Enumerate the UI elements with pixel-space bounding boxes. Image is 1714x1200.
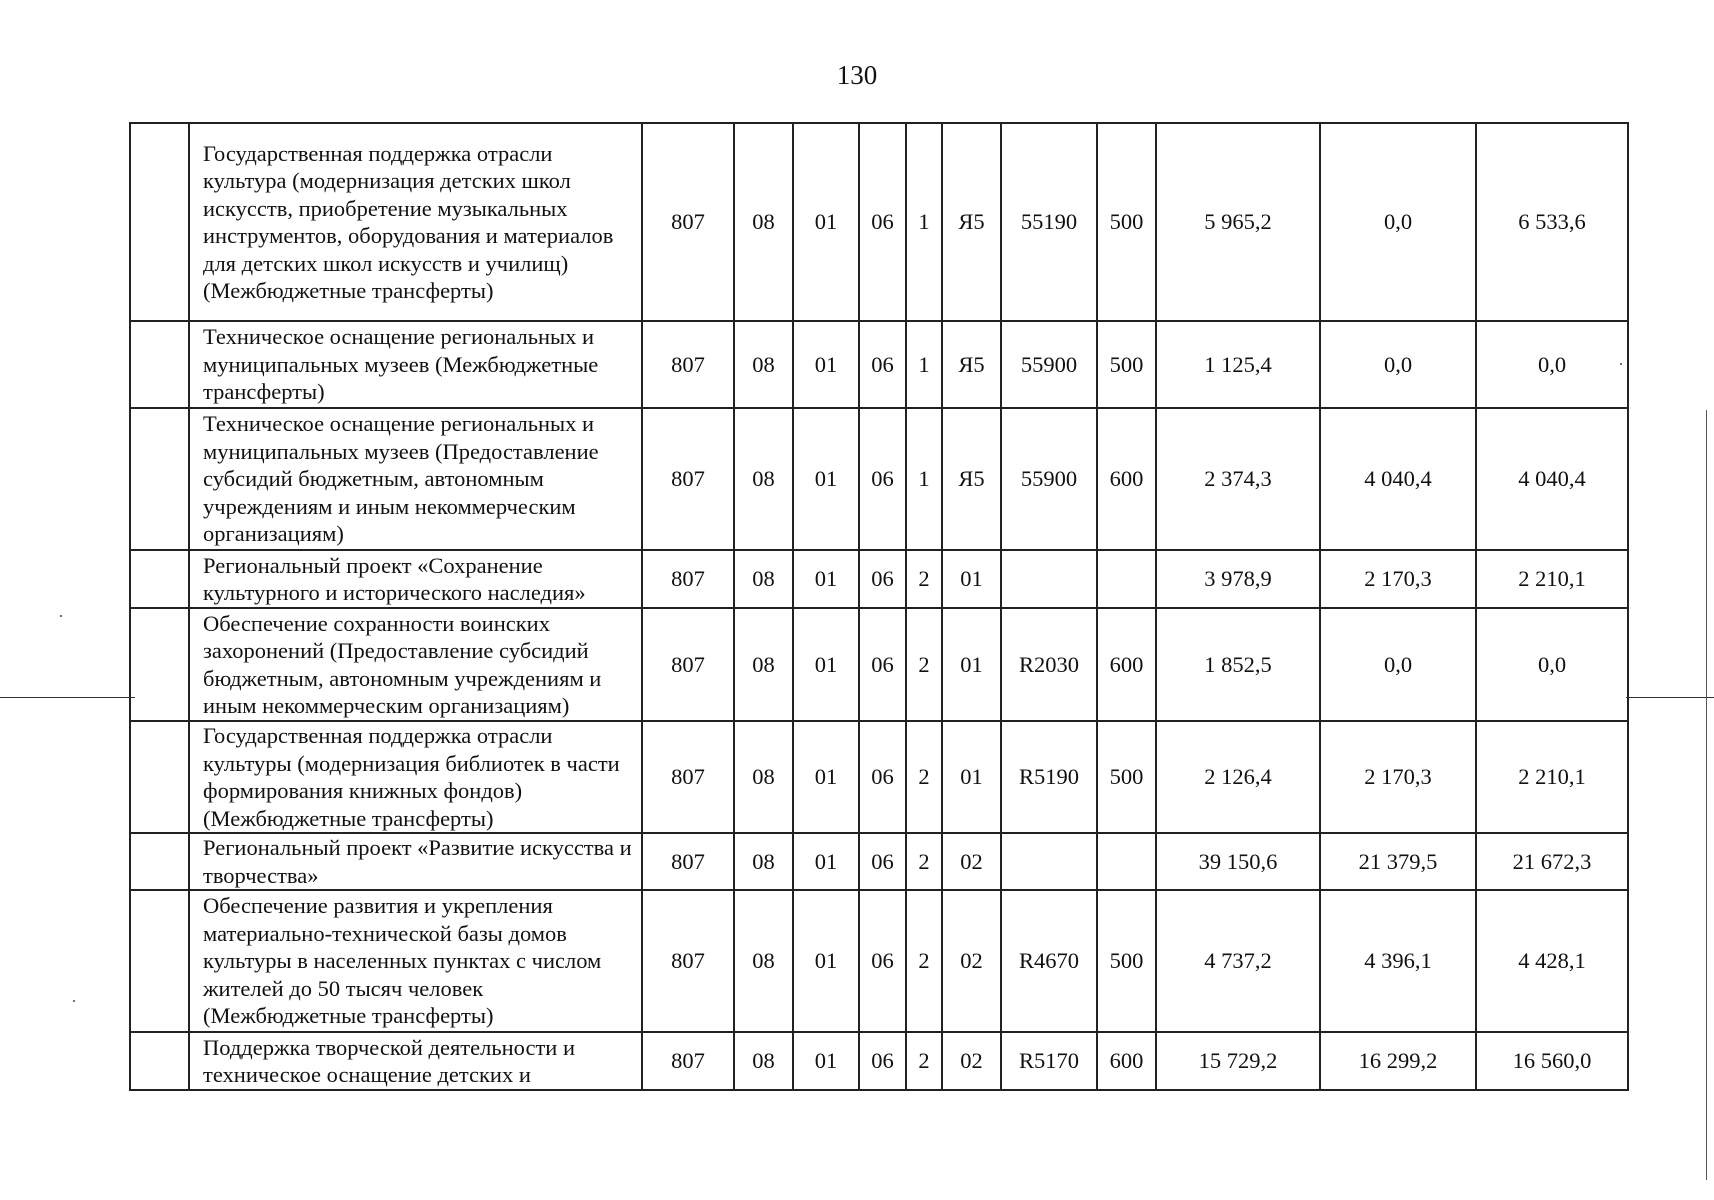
year3-cell: 2 210,1 (1476, 550, 1628, 608)
section-cell: 08 (734, 550, 793, 608)
ministry-cell: 807 (642, 408, 734, 550)
year3-cell: 0,0 (1476, 608, 1628, 721)
year3-cell: 4 428,1 (1476, 890, 1628, 1032)
direction-cell: R5190 (1001, 721, 1097, 833)
subsection-cell: 01 (793, 321, 859, 408)
description-cell: Техническое оснащение региональных и муниципальных музеев (Межбюджетные трансферты) (189, 321, 642, 408)
ministry-cell: 807 (642, 1032, 734, 1090)
row-index-cell (130, 1032, 189, 1090)
year1-cell: 1 125,4 (1156, 321, 1320, 408)
table-row (130, 833, 1628, 890)
direction-cell: 55900 (1001, 408, 1097, 550)
section-cell: 08 (734, 608, 793, 721)
table-row (130, 721, 1628, 833)
direction-cell (1001, 833, 1097, 890)
program-cell: 06 (859, 1032, 906, 1090)
description-cell: Государственная поддержка отрасли культуры (модернизация библиотек в части формирования книжных фондов) (Межбюджетные трансферты) (189, 721, 642, 833)
row-index-cell (130, 608, 189, 721)
project-cell: 02 (942, 1032, 1001, 1090)
year1-cell: 1 852,5 (1156, 608, 1320, 721)
budget-table (129, 122, 1629, 1091)
year2-cell: 16 299,2 (1320, 1032, 1476, 1090)
table-row (130, 1032, 1628, 1090)
section-cell: 08 (734, 408, 793, 550)
subsection-cell: 01 (793, 608, 859, 721)
direction-cell (1001, 550, 1097, 608)
project-cell: Я5 (942, 408, 1001, 550)
direction-cell: R2030 (1001, 608, 1097, 721)
description-cell: Поддержка творческой деятельности и техническое оснащение детских и (189, 1032, 642, 1090)
expense-type-cell: 600 (1097, 1032, 1156, 1090)
program-cell: 06 (859, 721, 906, 833)
year2-cell: 0,0 (1320, 123, 1476, 321)
section-cell: 08 (734, 890, 793, 1032)
subsection-cell: 01 (793, 721, 859, 833)
year3-cell: 16 560,0 (1476, 1032, 1628, 1090)
row-index-cell (130, 550, 189, 608)
row-index-cell (130, 890, 189, 1032)
direction-cell: R4670 (1001, 890, 1097, 1032)
description-cell: Обеспечение развития и укрепления материально-технической базы домов культуры в населенных пунктах с числом жителей до 50 тысяч человек (Межбюджетные трансферты) (189, 890, 642, 1032)
section-cell: 08 (734, 833, 793, 890)
subsection-cell: 01 (793, 833, 859, 890)
program-cell: 06 (859, 833, 906, 890)
subprogram-cell: 2 (906, 1032, 942, 1090)
year1-cell: 15 729,2 (1156, 1032, 1320, 1090)
year3-cell: 2 210,1 (1476, 721, 1628, 833)
table-row (130, 408, 1628, 550)
row-index-cell (130, 123, 189, 321)
table-body (130, 123, 1628, 1090)
ministry-cell: 807 (642, 123, 734, 321)
year1-cell: 3 978,9 (1156, 550, 1320, 608)
subprogram-cell: 2 (906, 550, 942, 608)
year2-cell: 4 040,4 (1320, 408, 1476, 550)
expense-type-cell: 600 (1097, 408, 1156, 550)
expense-type-cell: 500 (1097, 721, 1156, 833)
year3-cell: 4 040,4 (1476, 408, 1628, 550)
row-index-cell (130, 833, 189, 890)
scan-speck (1620, 363, 1622, 365)
project-cell: 01 (942, 608, 1001, 721)
table-row (130, 321, 1628, 408)
ministry-cell: 807 (642, 321, 734, 408)
year3-cell: 21 672,3 (1476, 833, 1628, 890)
row-index-cell (130, 408, 189, 550)
project-cell: 02 (942, 890, 1001, 1032)
year1-cell: 2 126,4 (1156, 721, 1320, 833)
subprogram-cell: 2 (906, 608, 942, 721)
description-cell: Техническое оснащение региональных и муниципальных музеев (Предоставление субсидий бюджетным, автономным учреждениям и иным некоммерческим организациям) (189, 408, 642, 550)
year2-cell: 2 170,3 (1320, 721, 1476, 833)
subsection-cell: 01 (793, 123, 859, 321)
table-row (130, 890, 1628, 1032)
subprogram-cell: 2 (906, 721, 942, 833)
subsection-cell: 01 (793, 1032, 859, 1090)
direction-cell: 55900 (1001, 321, 1097, 408)
scan-line-left (0, 697, 135, 698)
project-cell: Я5 (942, 321, 1001, 408)
table-row (130, 550, 1628, 608)
expense-type-cell (1097, 833, 1156, 890)
section-cell: 08 (734, 721, 793, 833)
direction-cell: R5170 (1001, 1032, 1097, 1090)
description-cell: Региональный проект «Сохранение культурного и исторического наследия» (189, 550, 642, 608)
program-cell: 06 (859, 550, 906, 608)
expense-type-cell: 600 (1097, 608, 1156, 721)
scan-speck (73, 1000, 75, 1002)
year1-cell: 39 150,6 (1156, 833, 1320, 890)
subprogram-cell: 1 (906, 321, 942, 408)
ministry-cell: 807 (642, 890, 734, 1032)
subprogram-cell: 2 (906, 890, 942, 1032)
program-cell: 06 (859, 608, 906, 721)
scan-speck (60, 615, 62, 617)
program-cell: 06 (859, 408, 906, 550)
expense-type-cell: 500 (1097, 123, 1156, 321)
ministry-cell: 807 (642, 550, 734, 608)
table-row (130, 123, 1628, 321)
year2-cell: 4 396,1 (1320, 890, 1476, 1032)
ministry-cell: 807 (642, 608, 734, 721)
year3-cell: 0,0 (1476, 321, 1628, 408)
scan-line-right (1626, 697, 1714, 698)
subsection-cell: 01 (793, 890, 859, 1032)
ministry-cell: 807 (642, 833, 734, 890)
program-cell: 06 (859, 123, 906, 321)
project-cell: 02 (942, 833, 1001, 890)
ministry-cell: 807 (642, 721, 734, 833)
description-cell: Обеспечение сохранности воинских захоронений (Предоставление субсидий бюджетным, автономным учреждениям и иным некоммерческим организациям) (189, 608, 642, 721)
direction-cell: 55190 (1001, 123, 1097, 321)
expense-type-cell: 500 (1097, 321, 1156, 408)
description-cell: Государственная поддержка отрасли культура (модернизация детских школ искусств, приобретение музыкальных инструментов, оборудования и материалов для детских школ искусств и училищ) (Межбюджетные трансферты) (189, 123, 642, 321)
year2-cell: 0,0 (1320, 608, 1476, 721)
year2-cell: 21 379,5 (1320, 833, 1476, 890)
section-cell: 08 (734, 321, 793, 408)
subprogram-cell: 1 (906, 408, 942, 550)
year3-cell: 6 533,6 (1476, 123, 1628, 321)
row-index-cell (130, 321, 189, 408)
year1-cell: 4 737,2 (1156, 890, 1320, 1032)
year2-cell: 0,0 (1320, 321, 1476, 408)
year1-cell: 5 965,2 (1156, 123, 1320, 321)
year1-cell: 2 374,3 (1156, 408, 1320, 550)
project-cell: 01 (942, 721, 1001, 833)
section-cell: 08 (734, 123, 793, 321)
year2-cell: 2 170,3 (1320, 550, 1476, 608)
section-cell: 08 (734, 1032, 793, 1090)
project-cell: Я5 (942, 123, 1001, 321)
table-row (130, 608, 1628, 721)
page-number: 130 (836, 60, 878, 90)
program-cell: 06 (859, 890, 906, 1032)
expense-type-cell: 500 (1097, 890, 1156, 1032)
subprogram-cell: 2 (906, 833, 942, 890)
scan-line-vertical (1706, 410, 1707, 1180)
description-cell: Региональный проект «Развитие искусства и творчества» (189, 833, 642, 890)
subprogram-cell: 1 (906, 123, 942, 321)
subsection-cell: 01 (793, 550, 859, 608)
expense-type-cell (1097, 550, 1156, 608)
row-index-cell (130, 721, 189, 833)
project-cell: 01 (942, 550, 1001, 608)
subsection-cell: 01 (793, 408, 859, 550)
program-cell: 06 (859, 321, 906, 408)
